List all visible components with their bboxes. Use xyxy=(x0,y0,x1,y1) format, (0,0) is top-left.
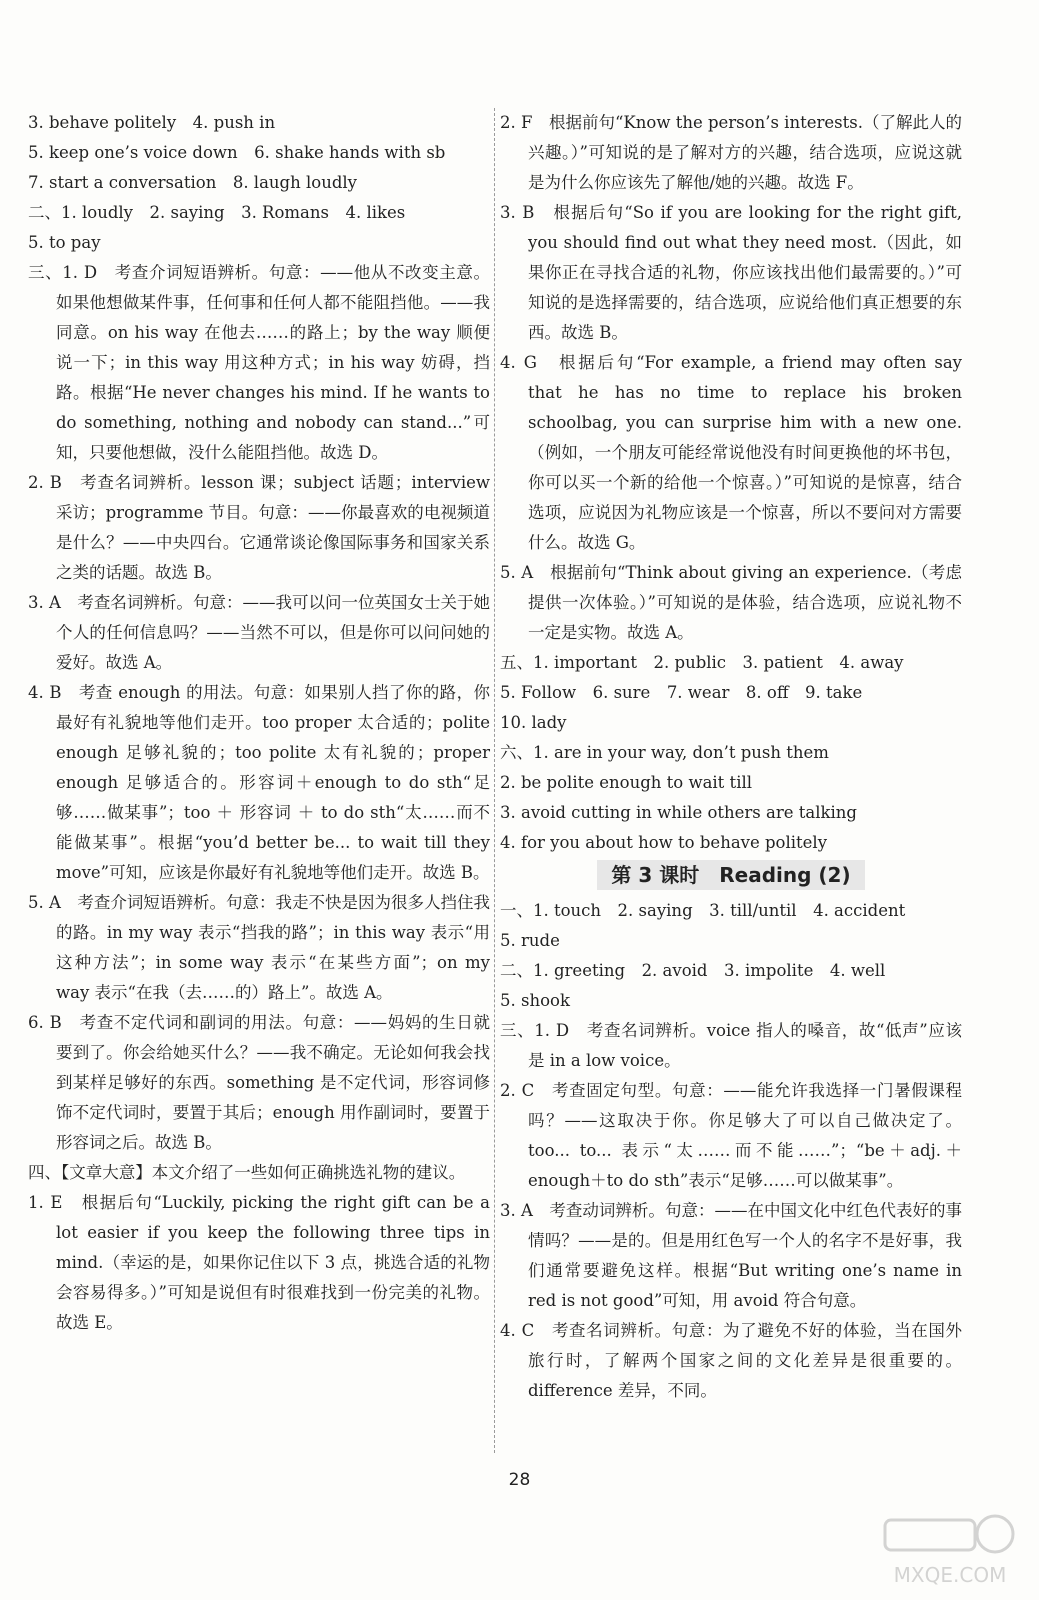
answer-line: 5. rude xyxy=(500,931,560,950)
column-divider xyxy=(494,108,495,1453)
answer-line: 4. C 考查名词辨析。句意：为了避免不好的体验，当在国外旅行时，了解两个国家之间的文化差异是很重要的。difference 差异，不同。 xyxy=(500,1321,962,1400)
section-intro: 四、【文章大意】本文介绍了一些如何正确挑选礼物的建议。 xyxy=(28,1163,466,1182)
answer-line: 3. behave politely 4. push in xyxy=(28,113,276,132)
answer-line: 五、1. important 2. public 3. patient 4. away xyxy=(500,653,904,672)
lesson-heading xyxy=(500,860,962,892)
answer-line: 2. be polite enough to wait till xyxy=(500,773,753,792)
answer-line: 1. E 根据后句“Luckily, picking the right gift can be a lot easier if you keep the following three tips in mind.（幸运的是，如果你记住以下 3 点，挑选合适的礼物会容易得多。）”可知是说但有时很难找到一份完美的礼物。故选 E。 xyxy=(28,1193,490,1332)
answer-line: 3. B 根据后句“So if you are looking for the right gift, you should find out what they need most.（因此，如果你正在寻找合适的礼物，你应该找出他们最需要的。）”可知说的是选择需要的，结合选项，应说给他们真正想要的东西。故选 B。 xyxy=(500,203,962,342)
right-column xyxy=(500,108,962,1406)
answer-line: 5. to pay xyxy=(28,233,101,252)
answer-line: 2. F 根据前句“Know the person’s interests.（了解此人的兴趣。）”可知说的是了解对方的兴趣，结合选项，应说这就是为什么你应该先了解他/她的兴趣。故选 F。 xyxy=(500,113,962,192)
answer-line: 2. B 考查名词辨析。lesson 课；subject 话题；interview 采访；programme 节目。句意：——你最喜欢的电视频道是什么？——中央四台。它通常谈论像国际事务和国家关系之类的话题。故选 B。 xyxy=(28,473,490,582)
answer-line: 5. keep one’s voice down 6. shake hands with sb xyxy=(28,143,446,162)
answer-line: 5. A 根据前句“Think about giving an experience.（考虑提供一次体验。）”可知说的是体验，结合选项，应说礼物不一定是实物。故选 A。 xyxy=(500,563,962,642)
answer-line: 4. for you about how to behave politely xyxy=(500,833,828,852)
answer-line: 3. A 考查名词辨析。句意：——我可以问一位英国女士关于她个人的任何信息吗？——当然不可以，但是你可以问问她的爱好。故选 A。 xyxy=(28,593,490,672)
answer-line: 5. shook xyxy=(500,991,570,1010)
answer-line: 6. B 考查不定代词和副词的用法。句意：——妈妈的生日就要到了。你会给她买什么？——我不确定。无论如何我会找到某样足够好的东西。something 是不定代词，形容词修饰不定代词时，要置于其后；enough 用作副词时，要置于形容词之后。故选 B。 xyxy=(28,1013,490,1152)
watermark-logo xyxy=(875,1512,1025,1592)
answer-line: 三、1. D 考查介词短语辨析。句意：——他从不改变主意。如果他想做某件事，任何事和任何人都不能阻挡他。——我同意。on his way 在他去……的路上；by the way 顺便说一下；in this way 用这种方式；in his way 妨碍，挡路。根据“He never changes his mind. If he wants to do something, nothing and nobody can stand...”可知，只要他想做，没什么能阻挡他。故选 D。 xyxy=(28,263,490,462)
answer-line: 3. A 考查动词辨析。句意：——在中国文化中红色代表好的事情吗？——是的。但是用红色写一个人的名字不是好事，我们通常要避免这样。根据“But writing one’s name in red is not good”可知，用 avoid 符合句意。 xyxy=(500,1201,962,1310)
answer-line: 10. lady xyxy=(500,713,567,732)
answer-line: 二、1. greeting 2. avoid 3. impolite 4. well xyxy=(500,961,886,980)
answer-line: 六、1. are in your way, don’t push them xyxy=(500,743,829,762)
answer-line: 二、1. loudly 2. saying 3. Romans 4. likes xyxy=(28,203,406,222)
answer-line: 三、1. D 考查名词辨析。voice 指人的嗓音，故“低声”应该是 in a low voice。 xyxy=(500,1021,962,1070)
watermark-text: MXQE.COM xyxy=(893,1563,1007,1587)
answer-line: 5. Follow 6. sure 7. wear 8. off 9. take xyxy=(500,683,863,702)
answer-line: 一、1. touch 2. saying 3. till/until 4. accident xyxy=(500,901,906,920)
answer-line: 3. avoid cutting in while others are talking xyxy=(500,803,857,822)
left-column xyxy=(28,108,490,1338)
page-number: 28 xyxy=(508,1470,531,1490)
answer-line: 7. start a conversation 8. laugh loudly xyxy=(28,173,357,192)
lesson-heading-text: 第 3 课时 Reading (2) xyxy=(597,860,864,890)
answer-line: 4. G 根据后句“For example, a friend may often say that he has no time to replace his broken schoolbag, you can surprise him with a new one.（例如，一个朋友可能经常说他没有时间更换他的坏书包，你可以买一个新的给他一个惊喜。）”可知说的是惊喜，结合选项，应说因为礼物应该是一个惊喜，所以不要问对方需要什么。故选 G。 xyxy=(500,353,962,552)
answer-line: 5. A 考查介词短语辨析。句意：我走不快是因为很多人挡住我的路。in my way 表示“挡我的路”；in this way 表示“用这种方法”；in some way 表示“在某些方面”；on my way 表示“在我（去……的）路上”。故选 A。 xyxy=(28,893,490,1002)
answer-line: 2. C 考查固定句型。句意：——能允许我选择一门暑假课程吗？——这取决于你。你足够大了可以自己做决定了。too... to... 表示“太……而不能……”；“be＋adj.＋enough＋to do sth”表示“足够……可以做某事”。 xyxy=(500,1081,962,1190)
answer-line: 4. B 考查 enough 的用法。句意：如果别人挡了你的路，你最好有礼貌地等他们走开。too proper 太合适的；polite enough 足够礼貌的；too polite 太有礼貌的；proper enough 足够适合的。形容词＋enough to do sth“足够……做某事”；too ＋ 形容词 ＋ to do sth“太……而不能做某事”。根据“you’d better be... to wait till they move”可知，应该是你最好有礼貌地等他们走开。故选 B。 xyxy=(28,683,490,882)
